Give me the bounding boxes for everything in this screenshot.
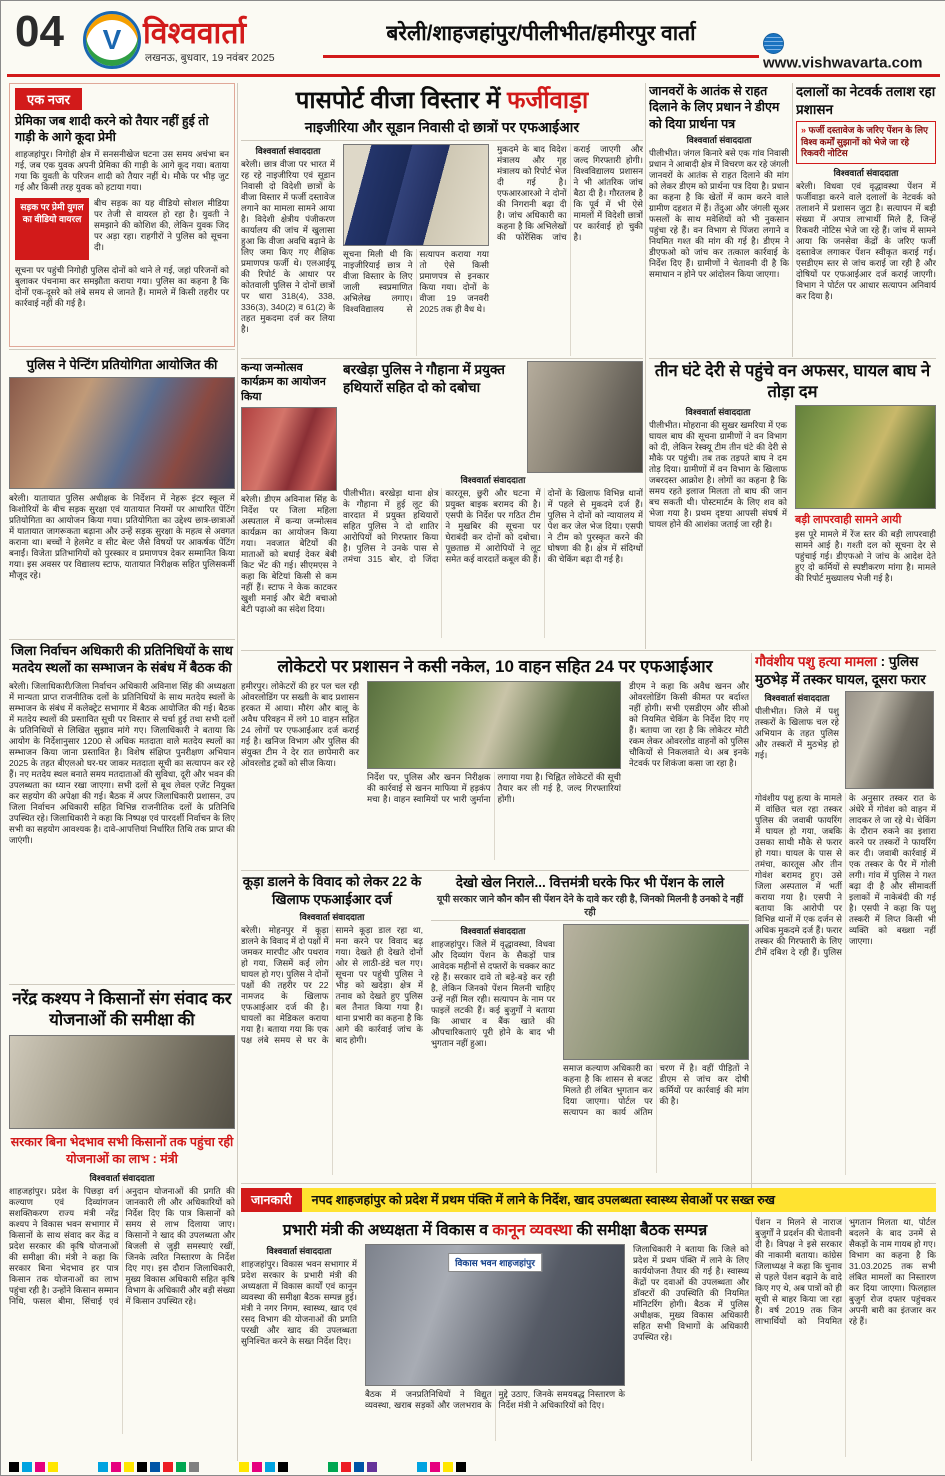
photo-seized-truck (367, 681, 621, 769)
info-label: जानकारी (241, 1188, 302, 1212)
section-rule (9, 984, 235, 985)
byline: विश्ववार्ता संवाददाता (89, 1172, 155, 1183)
article-election-meeting (9, 641, 235, 981)
article-body: पीलीभीत। बरखेड़ा थाना क्षेत्र के गौहाना में हुई लूट की वारदात में प्रयुक्त हथियारों सहित पुलिस ने दो शातिर आरोपियों को गिरफ्तार किया है। पुलिस ने उनके पास से तमंचा 315 बोर, दो जिंदा कारतूस, छुरी और घटना में प्रयुक्त बाइक बरामद की है। एसपी के निर्देश पर गठित टीम ने मुखबिर की सूचना पर घेराबंदी कर दोनों को दबोचा। पूछताछ में आरोपियों ने लूट समेत कई वारदातें कबूल की हैं। दोनों के खिलाफ विभिन्न थानों में पहले से मुकदमे दर्ज हैं। पुलिस ने दोनों को न्यायालय में पेश कर जेल भेज दिया। एसपी ने टीम को पुरस्कृत करने की घोषणा की है। क्षेत्र में संदिग्धों की चेकिंग बढ़ा दी गई है। (343, 488, 643, 564)
article-ek-najar (9, 83, 235, 347)
info-bar (241, 1188, 936, 1212)
print-color-mark (98, 1462, 108, 1472)
article-body: बरेली। डीएम अविनाश सिंह के निर्देश पर जिला महिला अस्पताल में कन्या जन्मोत्सव कार्यक्रम का आयोजन किया गया। नवजात बेटियों की माताओं को बधाई देकर बेबी किट भेंट की गई। सीएमएस ने कहा कि बेटियां किसी से कम नहीं हैं। स्टाफ ने केक काटकर खुशी मनाई और बेटी बचाओ बेटी पढ़ाओ का संदेश दिया। (241, 493, 337, 614)
byline: विश्ववार्ता संवाददाता (266, 1246, 332, 1256)
print-color-mark (456, 1462, 466, 1472)
article-body: पीलीभीत। जंगल किनारे बसे एक गांव निवासी प्रधान ने आबादी क्षेत्र में विचरण कर रहे जंगली जानवरों के आतंक से राहत दिलाने की मांग को लेकर डीएम को प्रार्थना पत्र दिया है। प्रधान का कहना है कि खेतों में काम करने वाले ग्रामीण दहशत में हैं। तेंदुआ और जंगली सूअर फसलों के साथ मवेशियों को भी नुकसान पहुंचा रहे हैं। वन विभाग से पिंजरा लगाने व नियमित गश्त की मांग की गई है। डीएम ने डीएफओ को जांच कर तत्काल कार्रवाई के निर्देश दिए हैं। ग्रामीणों ने चेतावनी दी है कि समाधान न होने पर आंदोलन किया जाएगा। (649, 147, 789, 279)
article-body: शाहजहांपुर। विकास भवन सभागार में प्रदेश सरकार के प्रभारी मंत्री की अध्यक्षता में विकास कार्यों एवं कानून व्यवस्था की समीक्षा बैठक सम्पन्न हुई। मंत्री ने नगर निगम, स्वास्थ्य, खाद एवं रसद विभाग की योजनाओं की प्रगति परखी और खाद की उपलब्धता सुनिश्चित करने के सख्त निर्देश दिए। (241, 1259, 357, 1346)
article-locators-fir (241, 653, 749, 868)
article-painting-competition (9, 353, 235, 637)
print-mark-gap (61, 1462, 95, 1472)
article-body: मुकदमे के बाद विदेश मंत्रालय और गृह मंत्रालय को रिपोर्ट भेज दी गई है। एफआरआरओ ने दोनों की निगरानी बढ़ा दी है। जांच अधिकारी का कहना है कि अभिलेखों की फोरेंसिक जांच कराई जाएगी और जल्द गिरफ्तारी होगी। विश्वविद्यालय प्रशासन ने भी आंतरिक जांच बैठा दी है। गौरतलब है कि पूर्व में भी ऐसे मामलों में विदेशी छात्रों पर कार्रवाई हो चुकी है। (497, 144, 643, 242)
print-color-mark (111, 1462, 121, 1472)
print-color-mark (354, 1462, 364, 1472)
masthead-rule (7, 74, 940, 77)
print-color-mark (430, 1462, 440, 1472)
column-rule (751, 653, 752, 1461)
print-marks-bar (9, 1461, 938, 1472)
info-text: नपद शाहजहांपुर को प्रदेश में प्रथम पंक्ति में लाने के निर्देश, खाद उपलब्धता स्वास्थ्य सेवाओं पर सख्त रुख (302, 1188, 936, 1212)
article-body: समाज कल्याण अधिकारी का कहना है कि शासन से बजट मिलते ही लंबित भुगतान कर दिया जाएगा। पोर्टल पर सत्यापन का कार्य अंतिम चरण में है। वहीं पीड़ितों ने डीएम से जांच कर दोषी कर्मियों पर कार्रवाई की मांग की है। (563, 1063, 749, 1117)
byline: विश्ववार्ता संवाददाता (299, 912, 365, 923)
print-color-mark (150, 1462, 160, 1472)
byline: विश्ववार्ता संवाददाता (460, 926, 526, 936)
print-color-mark (22, 1462, 32, 1472)
print-color-mark (265, 1462, 275, 1472)
column-rule (792, 83, 793, 357)
article-tiger-death (649, 361, 936, 649)
subhead-negligence: बड़ी लापरवाही सामने आयी (795, 514, 902, 527)
headline-passport-fraud: पासपोर्ट वीजा विस्तार में फर्जीवाड़ा (295, 87, 589, 114)
article-body: शाहजहांपुर। निगोही क्षेत्र में सनसनीखेज घटना उस समय अचंभा बन गई, जब एक युवक अपनी प्रेमिका की गाड़ी के आगे कूद गया। बताया गया कि युवती के परिजन शादी को तैयार नहीं थे। मौके पर भीड़ जुट गई और किसी तरह युवक को हटाया गया। (15, 149, 229, 193)
article-pension-continued (755, 1217, 936, 1459)
headline-tiger-death: तीन घंटे देरी से पहुंचे वन अफसर, घायल बाघ ने तोड़ा दम (654, 362, 931, 401)
headline-pension-troubles: देखो खेल निराले... वित्तमंत्री घरके फिर भी पेंशन के लाले (455, 875, 725, 890)
article-body: बैठक में जनप्रतिनिधियों ने विद्युत व्यवस्था, खराब सड़कों और जलभराव के मुद्दे उठाए, जिनके समयबद्ध निस्तारण के निर्देश मंत्री ने अधिकारियों को दिए। (365, 1389, 625, 1410)
article-brokers-network (796, 83, 936, 357)
highlight-box-recovery-notice: » फर्जी दस्तावेज के जरिए पेंशन के लिए विश्व कर्मों सुझानों को भेजे जा रहे रिकवरी नोटिस (796, 121, 936, 164)
article-review-meeting (241, 1217, 749, 1459)
section-rule (241, 1183, 936, 1184)
print-mark-gap (380, 1462, 414, 1472)
print-color-mark (252, 1462, 262, 1472)
print-color-mark (137, 1462, 147, 1472)
section-rule (649, 650, 936, 651)
article-body: डीएम ने कहा कि अवैध खनन और ओवरलोडिंग किसी कीमत पर बर्दाश्त नहीं होगी। सभी एसडीएम और सीओ को नियमित चेकिंग के निर्देश दिए गए हैं। बताया जा रहा है कि लोकेटर मोटी रकम लेकर ओवरलोड वाहनों को पुलिस चौकियों से निकलवाते थे। अब इनके नेटवर्क पर शिकंजा कसा जा रहा है। (629, 681, 749, 768)
highlight-box-video-viral: सड़क पर प्रेमी युगल का वीडियो वायरल (15, 198, 89, 260)
article-body: निर्देश पर, पुलिस और खनन निरीक्षक की कार्रवाई से खनन माफिया में हड़कंप मचा है। वाहन स्वामियों पर भारी जुर्माना लगाया गया है। चिह्नित लोकेटरों की सूची तैयार कर ली गई है, जल्द गिरफ्तारियां होंगी। (367, 772, 621, 804)
photo-pension-protest (563, 924, 749, 1060)
article-body: बरेली। यातायात पुलिस अधीक्षक के निर्देशन में नेहरू इंटर स्कूल में किशोरियों के बीच सड़क सुरक्षा एवं यातायात नियमों पर आधारित पेंटिंग प्रतियोगिता का आयोजन किया गया। प्रतियोगिता का उद्देश्य छात्र-छात्राओं में यातायात जागरूकता बढ़ाना और उन्हें सड़क सुरक्षा के महत्व से अवगत कराना था। बच्चों ने हेलमेट व सीट बेल्ट जैसे विषयों पर आकर्षक पेंटिंग बनाईं। विजेता प्रतिभागियों को पुरस्कार व प्रमाणपत्र देकर सम्मानित किया गया। इस अवसर पर विद्यालय स्टाफ, यातायात निरीक्षक सहित पुलिसकर्मी मौजूद रहे। (9, 493, 235, 580)
photo-kanya-janmotsav (241, 407, 337, 491)
meeting-hall-sign: विकास भवन शाहजहांपुर (448, 1253, 542, 1272)
photo-farmers-meeting (9, 1035, 235, 1129)
masthead (1, 1, 945, 77)
headline-garbage-dispute: कूड़ा डालने के विवाद को लेकर 22 के खिलाफ एफआईआर दर्ज (242, 874, 422, 907)
print-color-mark (417, 1462, 427, 1472)
article-body: इस पूरे मामले में रेंज स्तर की बड़ी लापरवाही सामने आई है। गश्ती दल को सूचना देर से पहुंचाई गई। डीएफओ ने जांच के आदेश देते हुए दो कर्मियों से स्पष्टीकरण मांगा है। मामले की रिपोर्ट मुख्यालय भेजी गई है। (795, 529, 936, 584)
headline-brokers-network: दलालों का नेटवर्क तलाश रहा प्रशासन (796, 84, 936, 117)
article-body: पीलीभीत। जिले में पशु तस्करों के खिलाफ चल रहे अभियान के तहत पुलिस और तस्करों में मुठभेड़ हो गई। (755, 706, 839, 761)
byline: विश्ववार्ता संवाददाता (255, 146, 321, 156)
logo-letter: V (102, 24, 122, 55)
photo-review-meeting (365, 1244, 625, 1386)
headline-kashyap-review: नरेंद्र कश्यप ने किसानों संग संवाद कर योजनाओं की समीक्षा की (12, 990, 232, 1029)
print-color-mark (443, 1462, 453, 1472)
section-rule (9, 639, 235, 640)
article-body: हमीरपुर। लोकेटरों की हर पल चल रही ओवरलोडिंग पर सख्ती के बाद प्रशासन हरकत में आया। मौरंग और बालू के अवैध परिवहन में लगे 10 वाहन सहित 24 लोगों पर एफआईआर दर्ज कराई गई है। खनिज विभाग और पुलिस की संयुक्त टीम ने देर रात छापेमारी कर ओवरलोड ट्रकों को सीज किया। (241, 681, 359, 768)
headline-animal-terror: जानवरों के आतंक से राहत दिलाने के लिए प्रधान ने डीएम को दिया प्रार्थना पत्र (649, 84, 780, 131)
print-color-mark (189, 1462, 199, 1472)
headline-painting-competition: पुलिस ने पेन्टिंग प्रतियोगिता आयोजित की (26, 357, 218, 372)
website-url: www.vishwavarta.com (763, 54, 923, 72)
article-passport-fraud (241, 83, 643, 356)
section-rule (649, 358, 936, 359)
headline-election-meeting: जिला निर्वाचन अधिकारी की प्रतिनिधियों के साथ मतदेय स्थलों का सम्भाजन के संबंध में बैठक की (11, 643, 233, 675)
photo-painting-competition (9, 377, 235, 489)
paper-logo (83, 11, 141, 69)
headline-lover-jumped: प्रेमिका जब शादी करने को तैयार नहीं हुई तो गाड़ी के आगे कूदा प्रेमी (15, 114, 209, 144)
article-kashyap-review (9, 987, 235, 1459)
website-block (763, 33, 945, 72)
article-body: शाहजहांपुर। प्रदेश के पिछड़ा वर्ग कल्याण एवं दिव्यांगजन सशक्तिकरण राज्य मंत्री नरेंद्र कश्यप ने विकास भवन सभागार में किसानों के साथ संवाद कर केंद्र व प्रदेश सरकार की कृषि योजनाओं की समीक्षा की। मंत्री ने कहा कि सरकार बिना भेदभाव हर पात्र किसान तक योजनाओं का लाभ पहुंचा रही है। उन्होंने किसान सम्मान निधि, फसल बीमा, सिंचाई एवं अनुदान योजनाओं की प्रगति की जानकारी ली और अधिकारियों को निर्देश दिए कि पात्र किसानों को समय से लाभ दिलाया जाए। किसानों ने खाद की उपलब्धता और बिजली से जुड़ी समस्याएं रखीं, जिनके त्वरित निस्तारण के निर्देश दिए गए। इस दौरान जिलाधिकारी, मुख्य विकास अधिकारी सहित कृषि विभाग के अधिकारी और बड़ी संख्या में किसान उपस्थित रहे। (9, 1185, 235, 1306)
dateline: लखनऊ, बुधवार, 19 नवंबर 2025 (145, 52, 275, 64)
byline: विश्ववार्ता संवाददाता (685, 407, 751, 418)
arrow-bullet-icon: » (801, 125, 809, 136)
column-rule (237, 83, 238, 1461)
section-label-ek-najar: एक नजर (15, 88, 82, 110)
article-body: शाहजहांपुर। जिले में वृद्धावस्था, विधवा और दिव्यांग पेंशन के सैकड़ों पात्र आवेदक महीनों से दफ्तरों के चक्कर काट रहे हैं। सरकार दावे तो बड़े-बड़े कर रही है, लेकिन जिनको पेंशन मिलनी चाहिए उन्हें नहीं मिल रही। सत्यापन के नाम पर फाइलें लटकी हैं। कई बुजुर्गों ने बताया कि आधार व बैंक खाते की औपचारिकताएं पूरी होने के बाद भी भुगतान नहीं हुआ। (431, 939, 555, 1048)
print-color-mark (367, 1462, 377, 1472)
photo-smuggler-encounter (845, 691, 934, 789)
article-body: पेंशन न मिलने से नाराज बुजुर्गों ने प्रदर्शन की चेतावनी दी है। विपक्ष ने इसे सरकार की नाकामी बताया। कांग्रेस जिलाध्यक्ष ने कहा कि चुनाव से पहले पेंशन बढ़ाने के वादे किए गए थे, अब पात्रों को ही सूची से बाहर किया जा रहा है। वर्ष 2019 तक जिन लाभार्थियों को नियमित भुगतान मिलता था, पोर्टल बदलने के बाद उनमें से सैकड़ों के नाम गायब हो गए। विभाग का कहना है कि 31.03.2025 तक सभी लंबित मामलों का निस्तारण कर दिया जाएगा। फिलहाल बुजुर्ग रोज दफ्तर पहुंचकर अपनी बारी का इंतजार कर रहे हैं। (755, 1217, 936, 1326)
column-rule (645, 83, 646, 649)
photo-injured-tiger (795, 405, 936, 509)
subhead-passport: नाइजीरिया और सूडान निवासी दो छात्रों पर एफआईआर (241, 118, 643, 141)
subhead-kashyap: सरकार बिना भेदभाव सभी किसानों तक पहुंचा रही योजनाओं का लाभ : मंत्री (10, 1135, 234, 1166)
article-body: गोवंशीय पशु हत्या के मामले में वांछित चल रहा तस्कर पुलिस की जवाबी फायरिंग में घायल हो गया, जबकि उसका साथी मौके से फरार हो गया। घायल के पास से तमंचा, कारतूस और तीन गोवंश बरामद हुए। उसे जिला अस्पताल में भर्ती कराया गया है। एसपी ने बताया कि आरोपी पर विभिन्न थानों में एक दर्जन से अधिक मुकदमे दर्ज हैं। फरार तस्कर की गिरफ्तारी के लिए टीमें दबिश दे रही हैं। पुलिस के अनुसार तस्कर रात के अंधेरे में गोवंश को वाहन में लादकर ले जा रहे थे। चेकिंग के दौरान रुकने का इशारा करने पर तस्करों ने फायरिंग कर दी। जवाबी कार्रवाई में एक तस्कर के पैर में गोली लगी। गांव में पुलिस ने गश्त बढ़ा दी है और सीमावर्ती इलाकों में नाकेबंदी की गई है। एसपी ने कहा कि पशु तस्करी में लिप्त किसी भी व्यक्ति को बख्शा नहीं जाएगा। (755, 793, 936, 958)
print-color-mark (239, 1462, 249, 1472)
headline-kanya-janmotsav: कन्या जन्मोत्सव कार्यक्रम का आयोजन किया (241, 362, 326, 403)
headline-review-meeting: प्रभारी मंत्री की अध्यक्षता में विकास व कानून व्यवस्था की समीक्षा बैठक सम्पन्न (282, 1222, 708, 1239)
article-body: बरेली। छात्र वीजा पर भारत में रह रहे नाइजीरिया एवं सूडान निवासी दो विदेशी छात्रों के वीजा विस्तार में फर्जी दस्तावेज लगाने का मामला सामने आया है। विदेशी क्षेत्रीय पंजीकरण कार्यालय की जांच में खुलासा हुआ कि वीजा अवधि बढ़ाने के लिए जमा किए गए शैक्षिक प्रमाणपत्र फर्जी थे। एलआईयू की रिपोर्ट के आधार पर कोतवाली पुलिस ने दोनों छात्रों पर धारा 318(4), 338, 336(3), 340(2) व 61(2) के तहत मुकदमा दर्ज कर लिया है। (241, 159, 335, 334)
edition-headline: बरेली/शाहजहांपुर/पीलीभीत/हमीरपुर वार्ता (323, 19, 759, 58)
photo-passports (343, 144, 489, 246)
print-mark-gap (291, 1462, 325, 1472)
subhead-pension: यूपी सरकार जाने कौन कौन सी पेंशन देने के दावे कर रही है, जिनको मिलनी है उनको दे नहीं रही (431, 892, 749, 921)
headline-locators-fir: लोकेटरो पर प्रशासन ने कसी नकेल, 10 वाहन सहित 24 पर एफआईआर (277, 657, 713, 676)
article-body: बरेली। विधवा एवं वृद्धावस्था पेंशन में फर्जीवाड़ा करने वाले दलालों के नेटवर्क को तलाशने में प्रशासन जुटा है। सत्यापन में बड़ी संख्या में अपात्र लाभार्थी मिले हैं, जिन्हें रिकवरी नोटिस भेजे जा रहे हैं। जांच में सामने आया कि जनसेवा केंद्रों के जरिए फर्जी दस्तावेज लगाकर पेंशन स्वीकृत कराई गई। एसडीएम स्तर से जांच कराई जा रही है और दोषियों पर एफआईआर दर्ज कराई जाएगी। विभाग ने पोर्टल पर आधार सत्यापन अनिवार्य कर दिया है। (796, 181, 936, 302)
section-rule (241, 358, 643, 359)
print-color-mark (278, 1462, 288, 1472)
print-color-mark (163, 1462, 173, 1472)
print-color-mark (328, 1462, 338, 1472)
print-color-mark (9, 1462, 19, 1472)
section-rule (9, 349, 235, 350)
photo-barkheda-arrest (527, 361, 643, 473)
article-body: सूचना पर पहुंची निगोही पुलिस दोनों को थाने ले गई, जहां परिजनों को बुलाकर पंचनामा कर समझौता कराया गया। पुलिस का कहना है कि दोनों एक-दूसरे को लंबे समय से जानते हैं। मामले में किसी तहरीर पर कार्रवाई नहीं की गई है। (15, 265, 229, 309)
article-body: सूचना मिली थी कि नाइजीरियाई छात्र ने वीजा विस्तार के लिए जाली स्वप्रमाणित अभिलेख लगाए। विश्वविद्यालय से सत्यापन कराया गया तो ऐसे किसी प्रमाणपत्र से इनकार किया गया। दोनों के वीजा 19 जनवरी 2025 तक ही वैध थे। (343, 249, 489, 314)
print-color-mark (48, 1462, 58, 1472)
headline-cattle-smuggler: गौवंशीय पशु हत्या मामला : पुलिस मुठभेड़ में तस्कर घायल, दूसरा फरार (755, 654, 926, 687)
article-cattle-smuggler (755, 653, 936, 1181)
print-color-mark (124, 1462, 134, 1472)
article-body: जिलाधिकारी ने बताया कि जिले को प्रदेश में प्रथम पंक्ति में लाने के लिए कार्ययोजना तैयार की गई है। स्वास्थ्य केंद्रों पर दवाओं की उपलब्धता और डॉक्टरों की उपस्थिति की नियमित मॉनिटरिंग होगी। बैठक में पुलिस अधीक्षक, मुख्य विकास अधिकारी सहित सभी विभागों के अधिकारी उपस्थित रहे। (633, 1244, 749, 1342)
article-animal-terror (649, 83, 789, 357)
article-barkheda-arrest (343, 361, 643, 649)
print-color-mark (176, 1462, 186, 1472)
print-color-mark (35, 1462, 45, 1472)
byline: विश्ववार्ता संवाददाता (833, 168, 899, 179)
section-rule (241, 870, 749, 871)
article-body: बीच सड़क का यह वीडियो सोशल मीडिया पर तेजी से वायरल हो रहा है। युवती ने समझाने की कोशिश की, लेकिन युवक जिद पर अड़ा रहा। राहगीरों ने पुलिस को सूचना दी। (94, 198, 229, 253)
globe-icon (763, 33, 784, 54)
byline: विश्ववार्ता संवाददाता (686, 134, 752, 145)
article-body: बरेली। मोहनपुर में कूड़ा डालने के विवाद में दो पक्षों में जमकर मारपीट और पथराव हो गया, जिसमें कई लोग घायल हो गए। पुलिस ने दोनों पक्षों की तहरीर पर 22 नामजद के खिलाफ एफआईआर दर्ज की है। घायलों का मेडिकल कराया गया है। बताया गया कि एक पक्ष लंबे समय से घर के सामने कूड़ा डाल रहा था, मना करने पर विवाद बढ़ गया। देखते ही देखते दोनों ओर से लाठी-डंडे चल गए। सूचना पर पहुंची पुलिस ने भीड़ को खदेड़ा। क्षेत्र में तनाव को देखते हुए पुलिस बल तैनात किया गया है। थाना प्रभारी का कहना है कि आगे की कार्रवाई जांच के बाद होगी। (241, 925, 423, 1046)
byline: विश्ववार्ता संवाददाता (460, 475, 526, 485)
page-number: 04 (15, 7, 64, 56)
article-garbage-dispute (241, 873, 423, 1181)
article-kanya-janmotsav (241, 361, 337, 649)
article-body: पीलीभीत। मोहराना की सुखर खमरिया में एक घायल बाघ की सूचना ग्रामीणों ने वन विभाग को दी, लेकिन रेस्क्यू टीम तीन घंटे की देरी से मौके पर पहुंची। तब तक तड़पते बाघ ने दम तोड़ दिया। ग्रामीणों में वन विभाग के खिलाफ जबरदस्त आक्रोश है। लोगों का कहना है कि समय रहते इलाज मिलता तो बाघ की जान बच सकती थी। पोस्टमार्टम के लिए शव को भेजा गया है। प्रथम दृष्टया आपसी संघर्ष में घायल होने की आशंका जताई जा रही है। (649, 420, 787, 530)
byline: विश्ववार्ता संवाददाता (764, 693, 830, 704)
print-mark-gap (202, 1462, 236, 1472)
print-color-mark (341, 1462, 351, 1472)
article-pension-troubles (431, 873, 749, 1181)
headline-barkheda-arrest: बरखेड़ा पुलिस ने गौहाना में प्रयुक्त हथियारों सहित दो को दबोचा (343, 362, 505, 395)
article-body: बरेली। जिलाधिकारी/जिला निर्वाचन अधिकारी अविनाश सिंह की अध्यक्षता में मान्यता प्राप्त राजनीतिक दलों के प्रतिनिधियों के साथ मतदेय स्थलों के सम्भाजन के संबंध में कलेक्ट्रेट सभागार में बैठक आयोजित की गई। बैठक में मतदेय स्थलों की प्रस्तावित सूची पर विस्तार से चर्चा हुई तथा सभी दलों के प्रतिनिधियों से लिखित सुझाव मांगे गए। जिलाधिकारी ने बताया कि आयोग के निर्देशानुसार 1200 से अधिक मतदाता वाले मतदेय स्थलों का सम्भाजन किया जाना प्रस्तावित है। विशेष संक्षिप्त पुनरीक्षण अभियान 2025 के तहत बीएलओ घर-घर जाकर मतदाता सूची का सत्यापन कर रहे हैं। नए मतदेय स्थल बनाते समय मतदाताओं की सुविधा, दूरी और भवन की उपलब्धता का ध्यान रखा जाएगा। सभी दलों से बूथ लेवल एजेंट नियुक्त कर सहयोग की अपेक्षा की गई। बैठक में अपर जिलाधिकारी प्रशासन, उप जिला निर्वाचन अधिकारी सहित विभिन्न राजनीतिक दलों के प्रतिनिधि उपस्थित रहे। जिलाधिकारी ने कहा कि निष्पक्ष एवं पारदर्शी निर्वाचन के लिए सभी का सहयोग आवश्यक है। दावे-आपत्तियां निर्धारित तिथि तक प्राप्त की जाएंगी। (9, 680, 235, 845)
paper-name: विश्ववार्ता (143, 17, 247, 50)
